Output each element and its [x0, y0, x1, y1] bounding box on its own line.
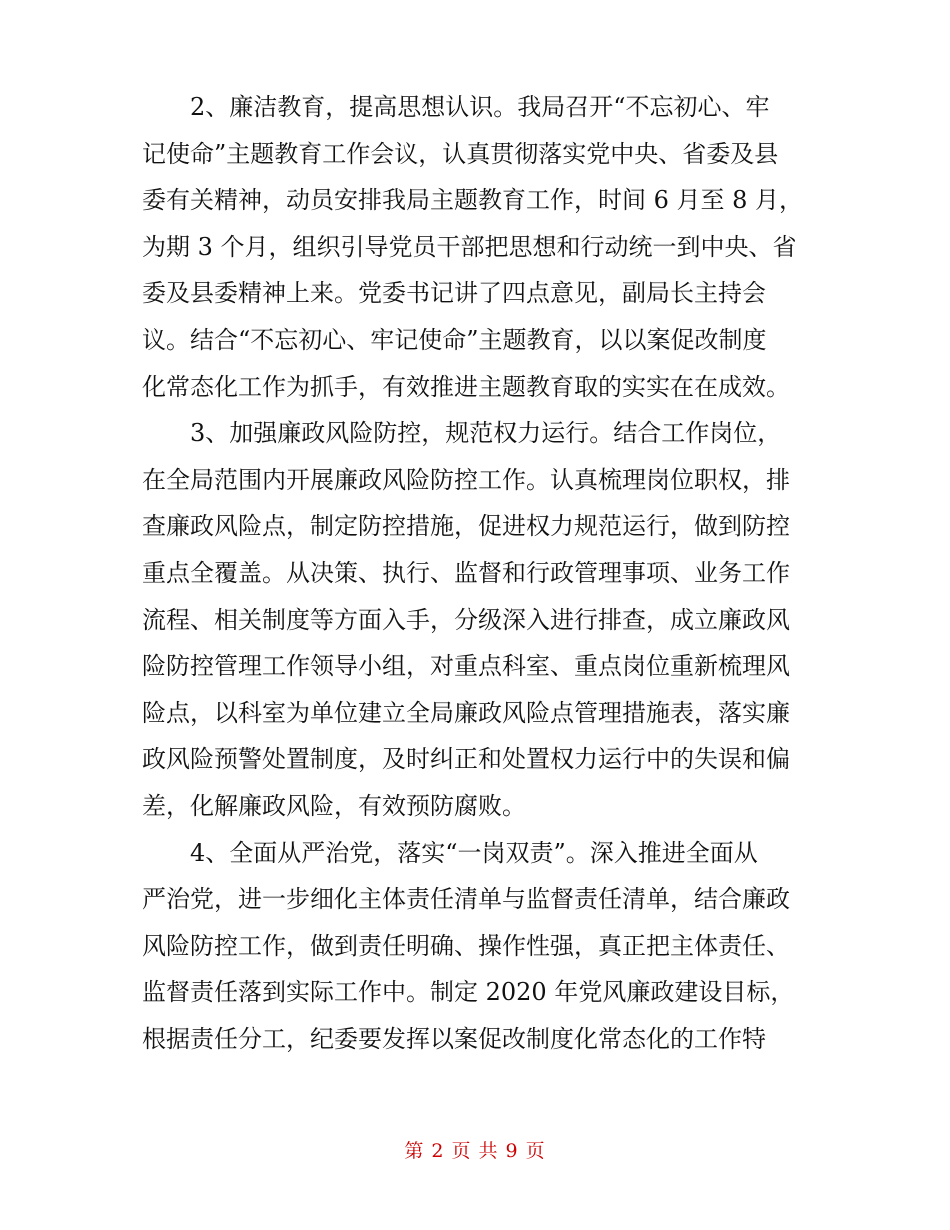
paragraph-2-line-3: 委有关精神，动员安排我局主题教育工作，时间 6 月至 8 月，: [142, 186, 804, 215]
paragraph-2-line-7: 化常态化工作为抓手，有效推进主题教育取的实实在在成效。: [142, 372, 790, 401]
body-text: [142, 84, 812, 1062]
page-number-footer: 第 2 页 共 9 页: [404, 1140, 546, 1162]
paragraph-3-line-7: 险点，以科室为单位建立全局廉政风险点管理措施表，落实廉: [142, 698, 790, 727]
paragraph-3-line-2: 在全局范围内开展廉政风险防控工作。认真梳理岗位职权，排: [142, 465, 790, 494]
paragraph-2-line-5: 委及县委精神上来。党委书记讲了四点意见，副局长主持会: [142, 279, 766, 308]
paragraph-2-line-1: 2、廉洁教育，提高思想认识。我局召开“不忘初心、牢: [190, 93, 770, 121]
paragraph-4-line-4: 监督责任落到实际工作中。制定 2020 年党风廉政建设目标，: [142, 978, 795, 1007]
paragraph-4-line-3: 风险防控工作，做到责任明确、操作性强，真正把主体责任、: [142, 931, 790, 960]
paragraph-3-line-8: 政风险预警处置制度，及时纠正和处置权力运行中的失误和偏: [142, 745, 790, 774]
paragraph-4-line-2: 严治党，进一步细化主体责任清单与监督责任清单，结合廉政: [142, 885, 790, 914]
paragraph-3-line-3: 查廉政风险点，制定防控措施，促进权力规范运行，做到防控: [142, 512, 790, 541]
paragraph-2-line-4: 为期 3 个月，组织引导党员干部把思想和行动统一到中央、省: [142, 232, 797, 261]
paragraph-3-line-9: 差，化解廉政风险，有效预防腐败。: [142, 791, 526, 820]
paragraph-2-line-2: 记使命”主题教育工作会议，认真贯彻落实党中央、省委及县: [142, 139, 779, 168]
paragraph-4-line-1: 4、全面从严治党，落实“一岗双责”。深入推进全面从: [190, 838, 758, 867]
paragraph-3-line-5: 流程、相关制度等方面入手，分级深入进行排查，成立廉政风: [142, 605, 790, 634]
paragraph-3-line-1: 3、加强廉政风险防控，规范权力运行。结合工作岗位，: [190, 419, 782, 448]
paragraph-4-line-5: 根据责任分工，纪委要发挥以案促改制度化常态化的工作特: [142, 1024, 766, 1053]
paragraph-3-line-6: 险防控管理工作领导小组，对重点科室、重点岗位重新梳理风: [142, 652, 790, 681]
paragraph-3-line-4: 重点全覆盖。从决策、执行、监督和行政管理事项、业务工作: [142, 558, 790, 587]
paragraph-2-line-6: 议。结合“不忘初心、牢记使命”主题教育，以以案促改制度: [142, 325, 767, 354]
